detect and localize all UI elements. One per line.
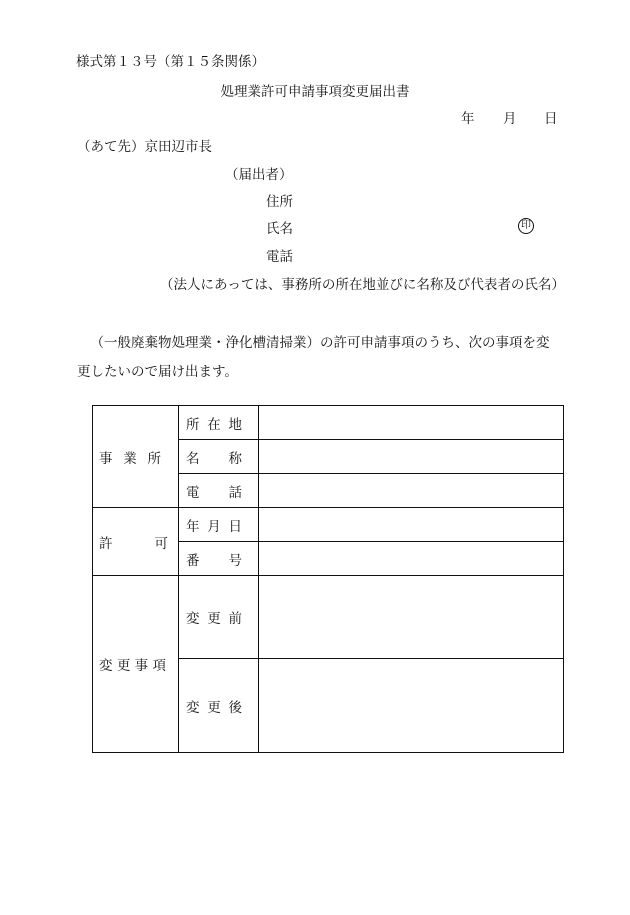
- change-before-field[interactable]: [259, 576, 564, 659]
- date-year-label: 年: [461, 111, 475, 127]
- permit-date-label-cell: [179, 508, 259, 542]
- changes-group-cell: [93, 576, 179, 753]
- corporation-note: （法人にあっては、事務所の所在地並びに名称及び代表者の氏名）: [160, 277, 565, 293]
- office-group-label: 事 業 所: [99, 450, 161, 467]
- office-name-field[interactable]: [259, 440, 564, 474]
- address-label: 住所: [266, 194, 293, 210]
- statement-text: （一般廃棄物処理業・浄化槽清掃業）の許可申請事項のうち、次の事項を変更したいので届け出ます。: [77, 335, 550, 380]
- change-after-field[interactable]: [259, 659, 564, 753]
- date-day-label: 日: [544, 111, 558, 127]
- permit-number-label-cell: [179, 542, 259, 576]
- change-after-label: 変 更 後: [186, 699, 242, 716]
- name-label: 氏名: [266, 221, 293, 237]
- change-form-table: [92, 405, 564, 753]
- permit-date-field[interactable]: [259, 508, 564, 542]
- change-before-label: 変 更 前: [186, 611, 242, 627]
- location-label-cell: [179, 406, 259, 440]
- permit-date-label: 年 月 日: [186, 518, 242, 535]
- office-name-label-cell: [179, 440, 259, 474]
- office-group-cell: [93, 406, 179, 508]
- table-row: [93, 508, 564, 542]
- change-before-label-cell: [179, 576, 259, 659]
- addressee: （あて先）京田辺市長: [77, 139, 212, 155]
- phone-label: 電話: [266, 249, 293, 265]
- table-row: [93, 406, 564, 440]
- office-phone-field[interactable]: [259, 474, 564, 508]
- seal-mark: 印: [518, 218, 534, 234]
- permit-number-field[interactable]: [259, 542, 564, 576]
- location-label: 所 在 地: [186, 416, 242, 433]
- permit-group-cell: [93, 508, 179, 576]
- date-month-label: 月: [503, 111, 517, 127]
- office-phone-label: 電 話: [186, 484, 242, 501]
- permit-group-label: 許 可: [99, 535, 168, 552]
- office-location-field[interactable]: [259, 406, 564, 440]
- form-number: 様式第１３号（第１５条関係）: [76, 54, 265, 70]
- notifier-heading: （届出者）: [225, 167, 293, 183]
- changes-group-label: 変 更 事 項: [99, 658, 166, 674]
- office-name-label: 名 称: [186, 450, 242, 467]
- permit-number-label: 番 号: [186, 552, 242, 569]
- office-phone-label-cell: [179, 474, 259, 508]
- document-title: 処理業許可申請事項変更届出書: [220, 84, 410, 100]
- change-after-label-cell: [179, 659, 259, 753]
- table-row: [93, 576, 564, 659]
